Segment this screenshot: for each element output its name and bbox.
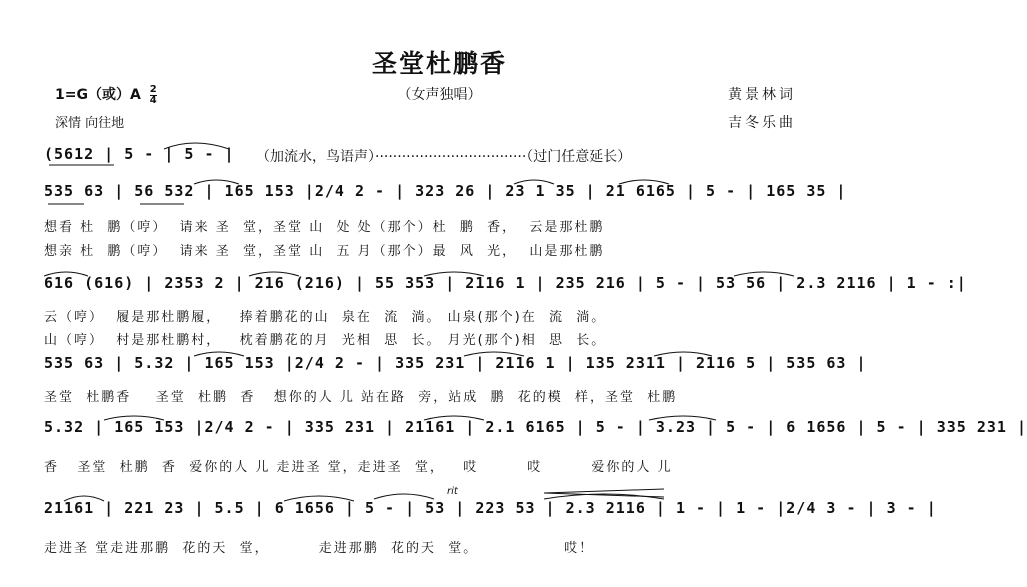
time-signature-bottom: 4 [149,94,157,106]
composer-credit: 吉冬乐曲 [728,115,796,131]
staff-line-3 [44,352,867,382]
staff-line-2 [44,272,967,302]
lyrics-line-3: 圣堂 杜鹏香 圣堂 杜鹏 香 想你的人 儿 站在路 旁，站成 鹏 花的模 样，圣堂 杜鹏 [44,390,678,405]
lyrics-verse-1-line-2: 云（哼） 履是那杜鹏履， 捧着鹏花的山 泉在 流 淌。 山泉(那个)在 流 淌。 [44,310,607,325]
song-title: 圣堂杜鹏香 [371,49,507,78]
ritardando-marking: rit [447,486,458,497]
staff-2-notes: 616 (616) | 2353 2 | 216 (216) | 55 353 | 2116 1 | 235 216 | 5 - | 53 56 | 2.3 2116 | 1 - :| [44,274,967,292]
intro-directions: （加流水，鸟语声）··································（过门任意延长） [256,149,632,165]
staff-3-notes: 535 63 | 5.32 | 165 153 |2/4 2 - | 335 231 | 2116 1 | 135 2311 | 2116 5 | 535 63 | [44,354,867,372]
intro-notes: (5612 | 5 - | 5 - | [44,145,235,163]
staff-1-notes: 535 63 | 56 532 | 165 153 |2/4 2 - | 323 26 | 23 1 35 | 21 6165 | 5 - | 165 35 | [44,182,847,200]
lyrics-verse-1-line-1: 想看 杜 鹏（哼） 请来 圣 堂，圣堂 山 处 处（那个）杜 鹏 香， 云是那杜鹏 [44,220,605,235]
lyrics-verse-2-line-1: 想亲 杜 鹏（哼） 请来 圣 堂，圣堂 山 五 月（那个）最 风 光， 山是那杜鹏 [44,244,605,259]
staff-line-1 [44,180,847,210]
lyricist-credit: 黄景林词 [728,87,796,103]
staff-line-4 [44,416,1027,446]
key-signature [55,84,157,106]
tempo-marking: 深情 向往地 [55,116,125,131]
lyrics-line-5: 走进圣 堂走进那鹏 花的天 堂， 走进那鹏 花的天 堂。 哎！ [44,541,595,556]
lyrics-line-4: 香 圣堂 杜鹏 香 爱你的人 儿 走进圣 堂，走进圣 堂， 哎 哎 爱你的人 儿 [44,460,673,475]
key-text: 1=G（或）A [55,87,141,103]
lyrics-verse-2-line-2: 山（哼） 村是那杜鹏村， 枕着鹏花的月 光相 思 长。 月光(那个)相 思 长。 [44,333,607,348]
staff-5-notes: 21161 | 221 23 | 5.5 | 6 1656 | 5 - | 53 | 223 53 | 2.3 2116 | 1 - | 1 - |2/4 3 - | 3 - | [44,499,937,517]
time-signature [150,85,157,106]
staff-line-5 [44,497,937,527]
time-signature-top: 2 [149,83,157,95]
staff-4-notes: 5.32 | 165 153 |2/4 2 - | 335 231 | 21161 | 2.1 6165 | 5 - | 3.23 | 5 - | 6 1656 | 5 - | 335 231 | [44,418,1027,436]
song-subtitle: （女声独唱） [397,87,482,103]
intro-row [44,143,832,173]
